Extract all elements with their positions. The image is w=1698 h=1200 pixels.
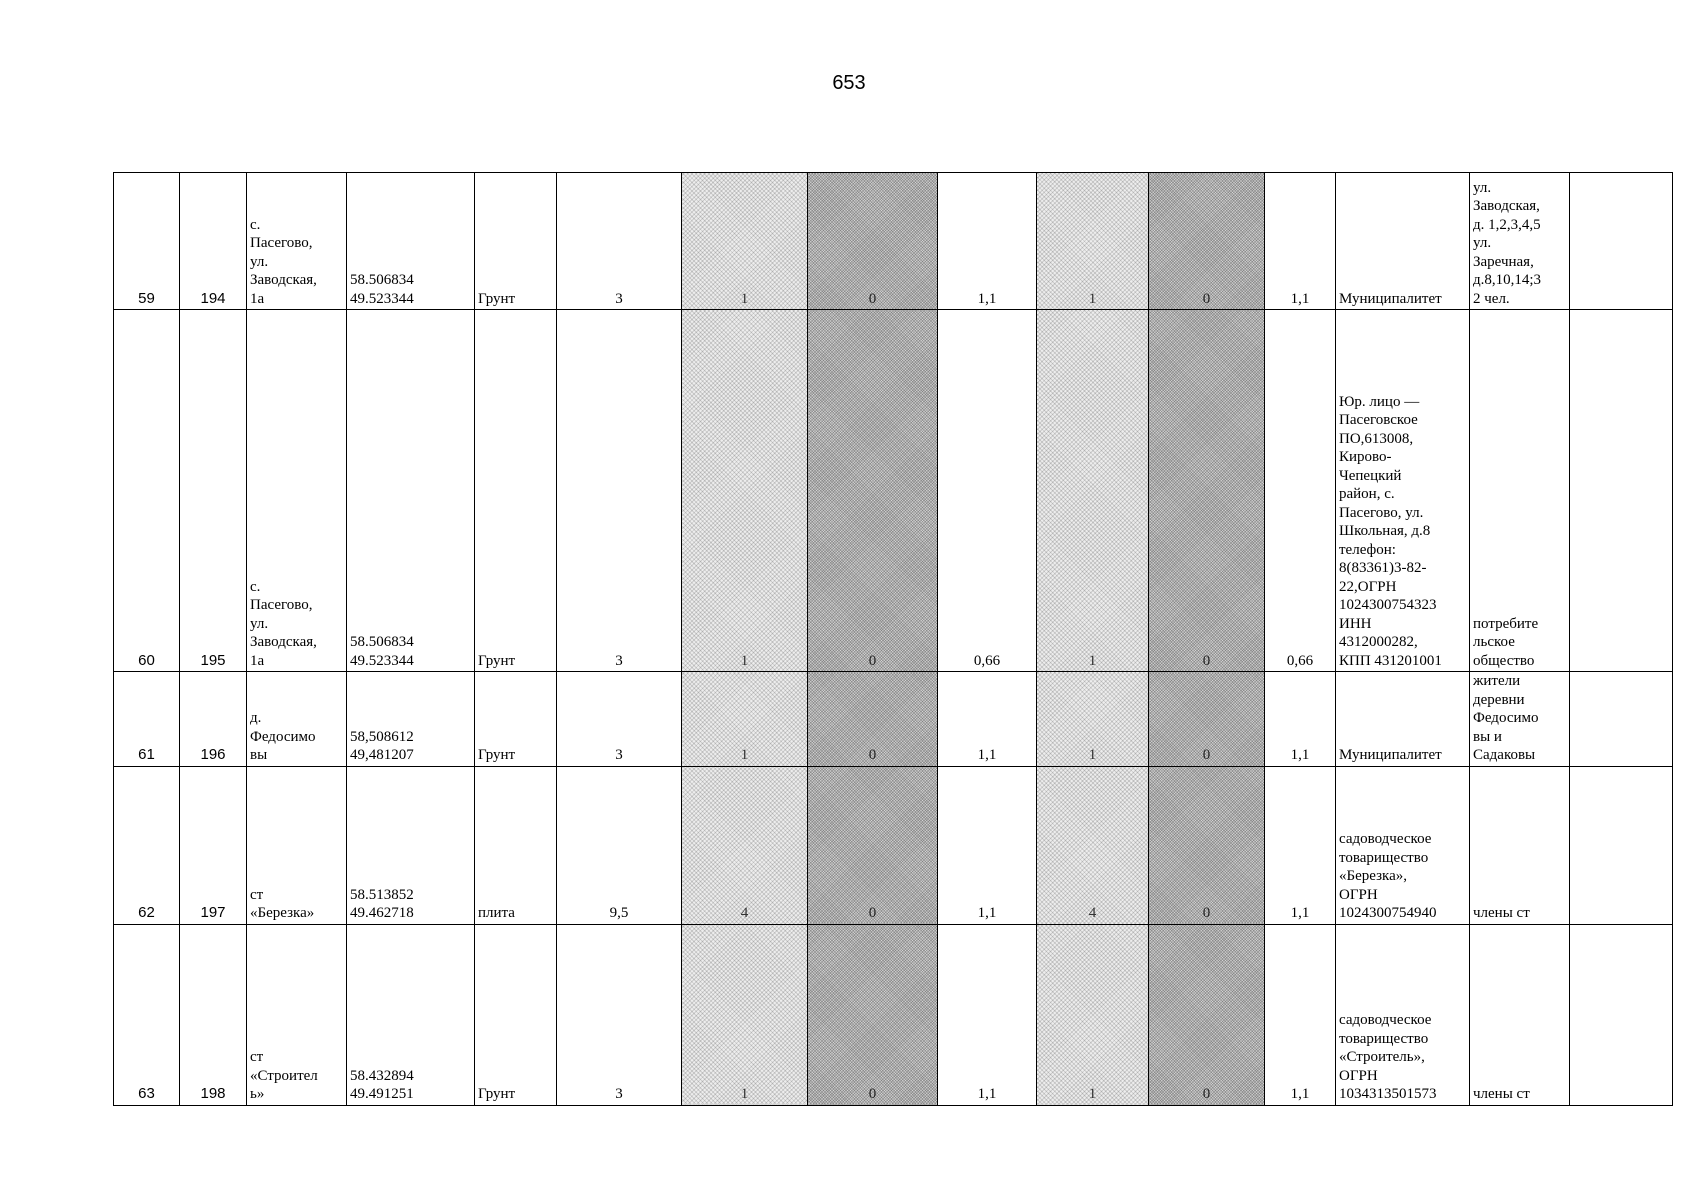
site-address: с. Пасегово, ул. Заводская, 1а — [247, 173, 347, 310]
site-id: 195 — [180, 310, 247, 672]
container-count-2: 0 — [808, 766, 938, 924]
surface-type: Грунт — [475, 672, 557, 767]
container-count-1: 1 — [682, 173, 808, 310]
table-row — [114, 173, 1673, 310]
extra-cell — [1570, 310, 1673, 672]
surface-type: Грунт — [475, 924, 557, 1105]
site-owner: Муниципалитет — [1336, 672, 1470, 767]
container-count-1: 4 — [682, 766, 808, 924]
site-owner: Муниципалитет — [1336, 173, 1470, 310]
container-count-2: 0 — [808, 310, 938, 672]
site-id: 198 — [180, 924, 247, 1105]
site-address: ст «Березка» — [247, 766, 347, 924]
container-volume-2: 1,1 — [1265, 672, 1336, 767]
site-area: 3 — [557, 173, 682, 310]
container-count-3: 1 — [1037, 173, 1149, 310]
site-owner: садоводческое товарищество «Березка», ОГРН 1024300754940 — [1336, 766, 1470, 924]
row-number: 62 — [114, 766, 180, 924]
surface-type: плита — [475, 766, 557, 924]
site-area: 3 — [557, 924, 682, 1105]
site-owner: Юр. лицо — Пасеговское ПО,613008, Кирово- Чепецкий район, с. Пасегово, ул. Школьная, д.8 телефон: 8(83361)3-82- 22,ОГРН 1024300754323 ИНН 4312000282, КПП 431201001 — [1336, 310, 1470, 672]
container-count-3: 4 — [1037, 766, 1149, 924]
site-coordinates: 58.432894 49.491251 — [347, 924, 475, 1105]
extra-cell — [1570, 672, 1673, 767]
site-coordinates: 58.506834 49.523344 — [347, 173, 475, 310]
site-id: 196 — [180, 672, 247, 767]
container-volume-2: 1,1 — [1265, 766, 1336, 924]
site-area: 3 — [557, 672, 682, 767]
container-volume-1: 1,1 — [938, 173, 1037, 310]
container-volume-1: 1,1 — [938, 924, 1037, 1105]
extra-cell — [1570, 766, 1673, 924]
row-number: 61 — [114, 672, 180, 767]
container-count-4: 0 — [1149, 672, 1265, 767]
site-id: 194 — [180, 173, 247, 310]
container-count-1: 1 — [682, 310, 808, 672]
container-count-2: 0 — [808, 672, 938, 767]
container-count-2: 0 — [808, 924, 938, 1105]
container-sites-table — [113, 172, 1673, 1106]
site-area: 3 — [557, 310, 682, 672]
container-count-4: 0 — [1149, 924, 1265, 1105]
container-count-3: 1 — [1037, 672, 1149, 767]
waste-sources: члены ст — [1470, 766, 1570, 924]
surface-type: Грунт — [475, 173, 557, 310]
container-volume-1: 1,1 — [938, 766, 1037, 924]
table-row — [114, 924, 1673, 1105]
site-coordinates: 58.513852 49.462718 — [347, 766, 475, 924]
container-volume-2: 0,66 — [1265, 310, 1336, 672]
extra-cell — [1570, 924, 1673, 1105]
page-number: 653 — [832, 72, 866, 94]
table-row — [114, 672, 1673, 767]
site-owner: садоводческое товарищество «Строитель», ОГРН 1034313501573 — [1336, 924, 1470, 1105]
surface-type: Грунт — [475, 310, 557, 672]
container-count-3: 1 — [1037, 924, 1149, 1105]
container-count-4: 0 — [1149, 310, 1265, 672]
site-area: 9,5 — [557, 766, 682, 924]
container-count-2: 0 — [808, 173, 938, 310]
container-volume-2: 1,1 — [1265, 173, 1336, 310]
extra-cell — [1570, 173, 1673, 310]
site-address: д. Федосимо вы — [247, 672, 347, 767]
table-row — [114, 766, 1673, 924]
waste-sources: потребите льское общество — [1470, 310, 1570, 672]
site-address: с. Пасегово, ул. Заводская, 1а — [247, 310, 347, 672]
row-number: 63 — [114, 924, 180, 1105]
site-coordinates: 58,508612 49,481207 — [347, 672, 475, 767]
container-count-3: 1 — [1037, 310, 1149, 672]
container-volume-1: 1,1 — [938, 672, 1037, 767]
site-coordinates: 58.506834 49.523344 — [347, 310, 475, 672]
table-row — [114, 310, 1673, 672]
row-number: 60 — [114, 310, 180, 672]
container-count-1: 1 — [682, 924, 808, 1105]
container-count-4: 0 — [1149, 173, 1265, 310]
container-count-4: 0 — [1149, 766, 1265, 924]
waste-sources: жители деревни Федосимо вы и Садаковы — [1470, 672, 1570, 767]
container-volume-2: 1,1 — [1265, 924, 1336, 1105]
site-address: ст «Строител ь» — [247, 924, 347, 1105]
waste-sources: члены ст — [1470, 924, 1570, 1105]
waste-sources: ул. Заводская, д. 1,2,3,4,5 ул. Заречная, д.8,10,14;3 2 чел. — [1470, 173, 1570, 310]
container-count-1: 1 — [682, 672, 808, 767]
site-id: 197 — [180, 766, 247, 924]
row-number: 59 — [114, 173, 180, 310]
container-volume-1: 0,66 — [938, 310, 1037, 672]
